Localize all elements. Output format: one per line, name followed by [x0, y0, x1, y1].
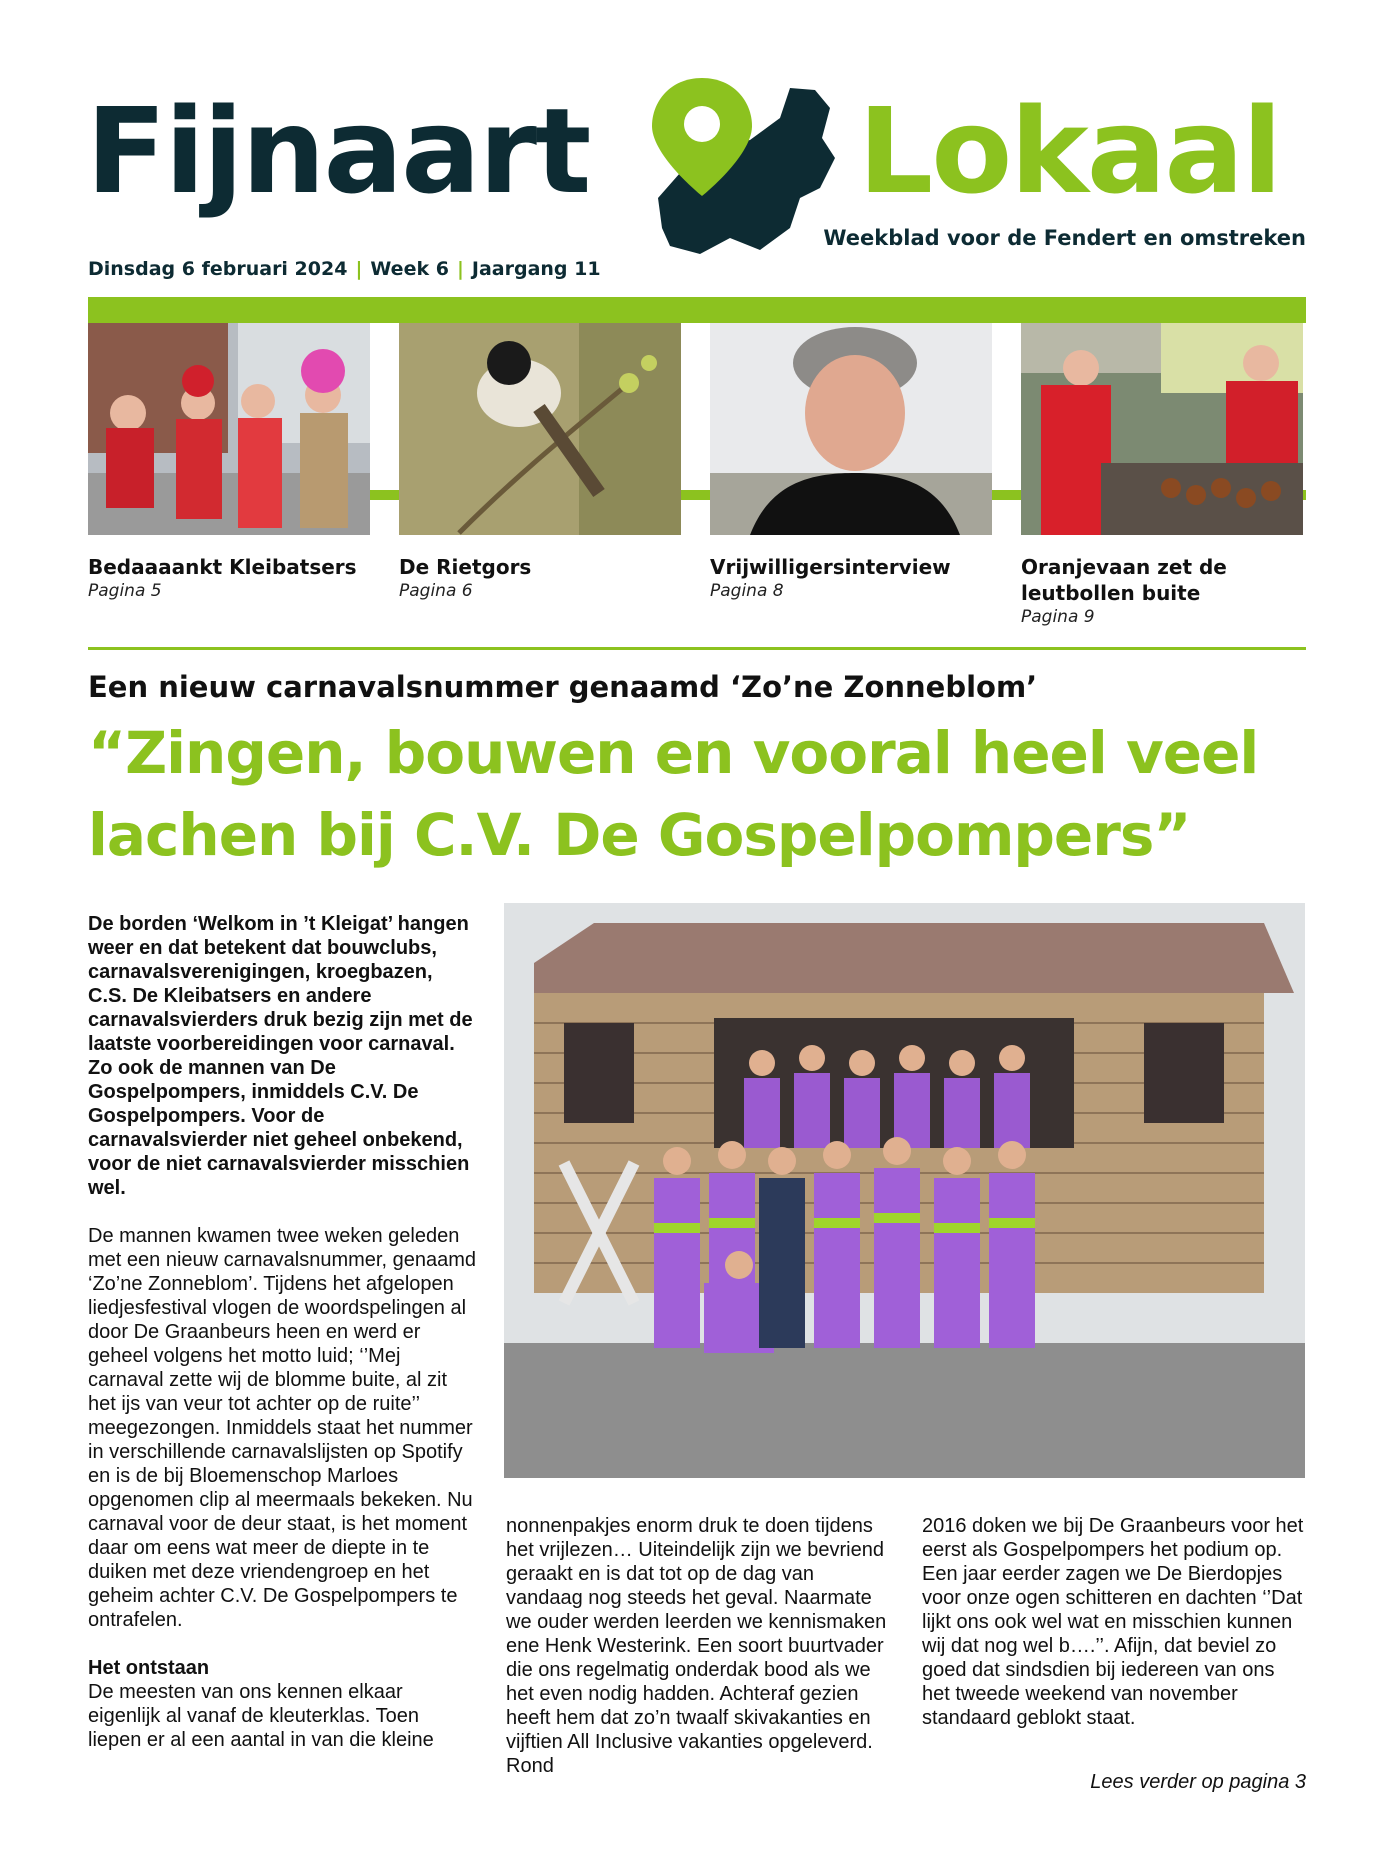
article-headline: “Zingen, bouwen en vooral heel veel lachen bij C.V. De Gospelpompers”	[88, 719, 1259, 869]
teaser-title: Oranjevaan zet de leutbollen buite	[1021, 555, 1227, 605]
article-column-1	[88, 912, 476, 1752]
article-intro: De borden ‘Welkom in ’t Kleigat’ hangen weer en dat betekent dat bouwclubs, carnavalsverenigingen, kroegbazen, C.S. De Kleibatsers en andere carnavalsvierders druk bezig zijn met de laatste voorbereidingen voor carnaval. Zo ook de mannen van De Gospelpompers, inmiddels C.V. De Gospelpompers. Voor de carnavalsvierder niet geheel onbekend, voor de niet carnavalsvierder misschien wel.	[88, 913, 473, 1199]
oliebollen-stand-photo-icon	[1021, 323, 1303, 535]
dateline: Dinsdag 6 februari 2024 | Week 6 | Jaargang 11	[88, 258, 601, 280]
teaser-page: Pagina 8	[710, 581, 784, 601]
issue-date: Dinsdag 6 februari 2024	[88, 258, 348, 280]
issue-volume: Jaargang 11	[471, 258, 601, 280]
group-photo-carnival-wagon-icon	[504, 903, 1305, 1478]
teaser-photo-2[interactable]	[399, 323, 681, 535]
article-column-2	[506, 1514, 894, 1778]
section-divider	[88, 647, 1306, 650]
issue-week: Week 6	[370, 258, 449, 280]
carnival-group-photo-icon	[88, 323, 370, 535]
header-green-bar	[88, 297, 1306, 323]
portrait-photo-icon	[710, 323, 992, 535]
bird-photo-icon	[399, 323, 681, 535]
teaser-page: Pagina 5	[88, 581, 162, 601]
masthead-title-left: Fijnaart	[86, 82, 590, 220]
teaser-caption-3[interactable]	[710, 554, 992, 602]
masthead-tagline: Weekblad voor de Fendert en omstreken	[823, 226, 1306, 250]
teaser-title: Bedaaaankt Kleibatsers	[88, 555, 357, 579]
masthead-title-right: Lokaal	[858, 82, 1281, 220]
article-paragraph: De meesten van ons kennen elkaar eigenlijk al vanaf de kleuterklas. Toen liepen er al een aantal in van die kleine	[88, 1681, 434, 1751]
article-paragraph: nonnenpakjes enorm druk te doen tijdens het vrijlezen… Uiteindelijk zijn we bevriend geraakt en is dat tot op de dag van vandaag nog steeds het geval. Naarmate we ouder werden leerden we kennismaken ene Henk Westerink. Een soort buurtvader die ons regelmatig onderdak bood als we het even nodig hadden. Achteraf gezien heeft hem dat zo’n twaalf skivakanties en vijftien All Inclusive vakanties opgeleverd. Rond	[506, 1515, 887, 1777]
continued-link[interactable]: Lees verder op pagina 3	[1090, 1771, 1306, 1793]
article-paragraph: 2016 doken we bij De Graanbeurs voor het eerst als Gospelpompers het podium op. Een jaar eerder zagen we De Bierdopjes voor onze ogen schitteren en dachten ‘’Dat lijkt ons ook wel wat en misschien kunnen wij dat nog wel b….’’. Afijn, dat beviel zo goed dat sindsdien bij iedereen van ons het tweede weekend van november standaard geblokt staat.	[922, 1515, 1304, 1729]
teaser-photo-4[interactable]	[1021, 323, 1303, 535]
teaser-page: Pagina 6	[399, 581, 473, 601]
teaser-caption-1[interactable]	[88, 554, 370, 602]
map-pin-logo-icon	[640, 78, 850, 258]
article-column-3	[922, 1514, 1307, 1730]
teaser-title: Vrijwilligersinterview	[710, 555, 951, 579]
article-subhead: Het ontstaan	[88, 1657, 210, 1679]
teaser-caption-4[interactable]	[1021, 554, 1281, 628]
teaser-page: Pagina 9	[1021, 607, 1095, 627]
teaser-photo-1[interactable]	[88, 323, 370, 535]
teaser-title: De Rietgors	[399, 555, 532, 579]
main-article-photo[interactable]	[504, 903, 1305, 1478]
teaser-caption-2[interactable]	[399, 554, 681, 602]
teaser-photo-3[interactable]	[710, 323, 992, 535]
article-kicker: Een nieuw carnavalsnummer genaamd ‘Zo’ne Zonneblom’	[88, 670, 1038, 704]
article-paragraph: De mannen kwamen twee weken geleden met een nieuw carnavalsnummer, genaamd ‘Zo’ne Zonneblom’. Tijdens het afgelopen liedjesfestival vlogen de woordspelingen al door De Graanbeurs heen en werd er geheel volgens het motto luid; ‘’Mej carnaval zette wij de blomme buite, al zit het ijs van veur tot achter op de ruite’’ meegezongen. Inmiddels staat het nummer in verschillende carnavalslijsten op Spotify en is de bij Bloemenschop Marloes opgenomen clip al meermaals bekeken. Nu carnaval voor de deur staat, is het moment daar om eens wat meer de diepte in te duiken met deze vriendengroep en het geheim achter C.V. De Gospelpompers te ontrafelen.	[88, 1225, 476, 1631]
